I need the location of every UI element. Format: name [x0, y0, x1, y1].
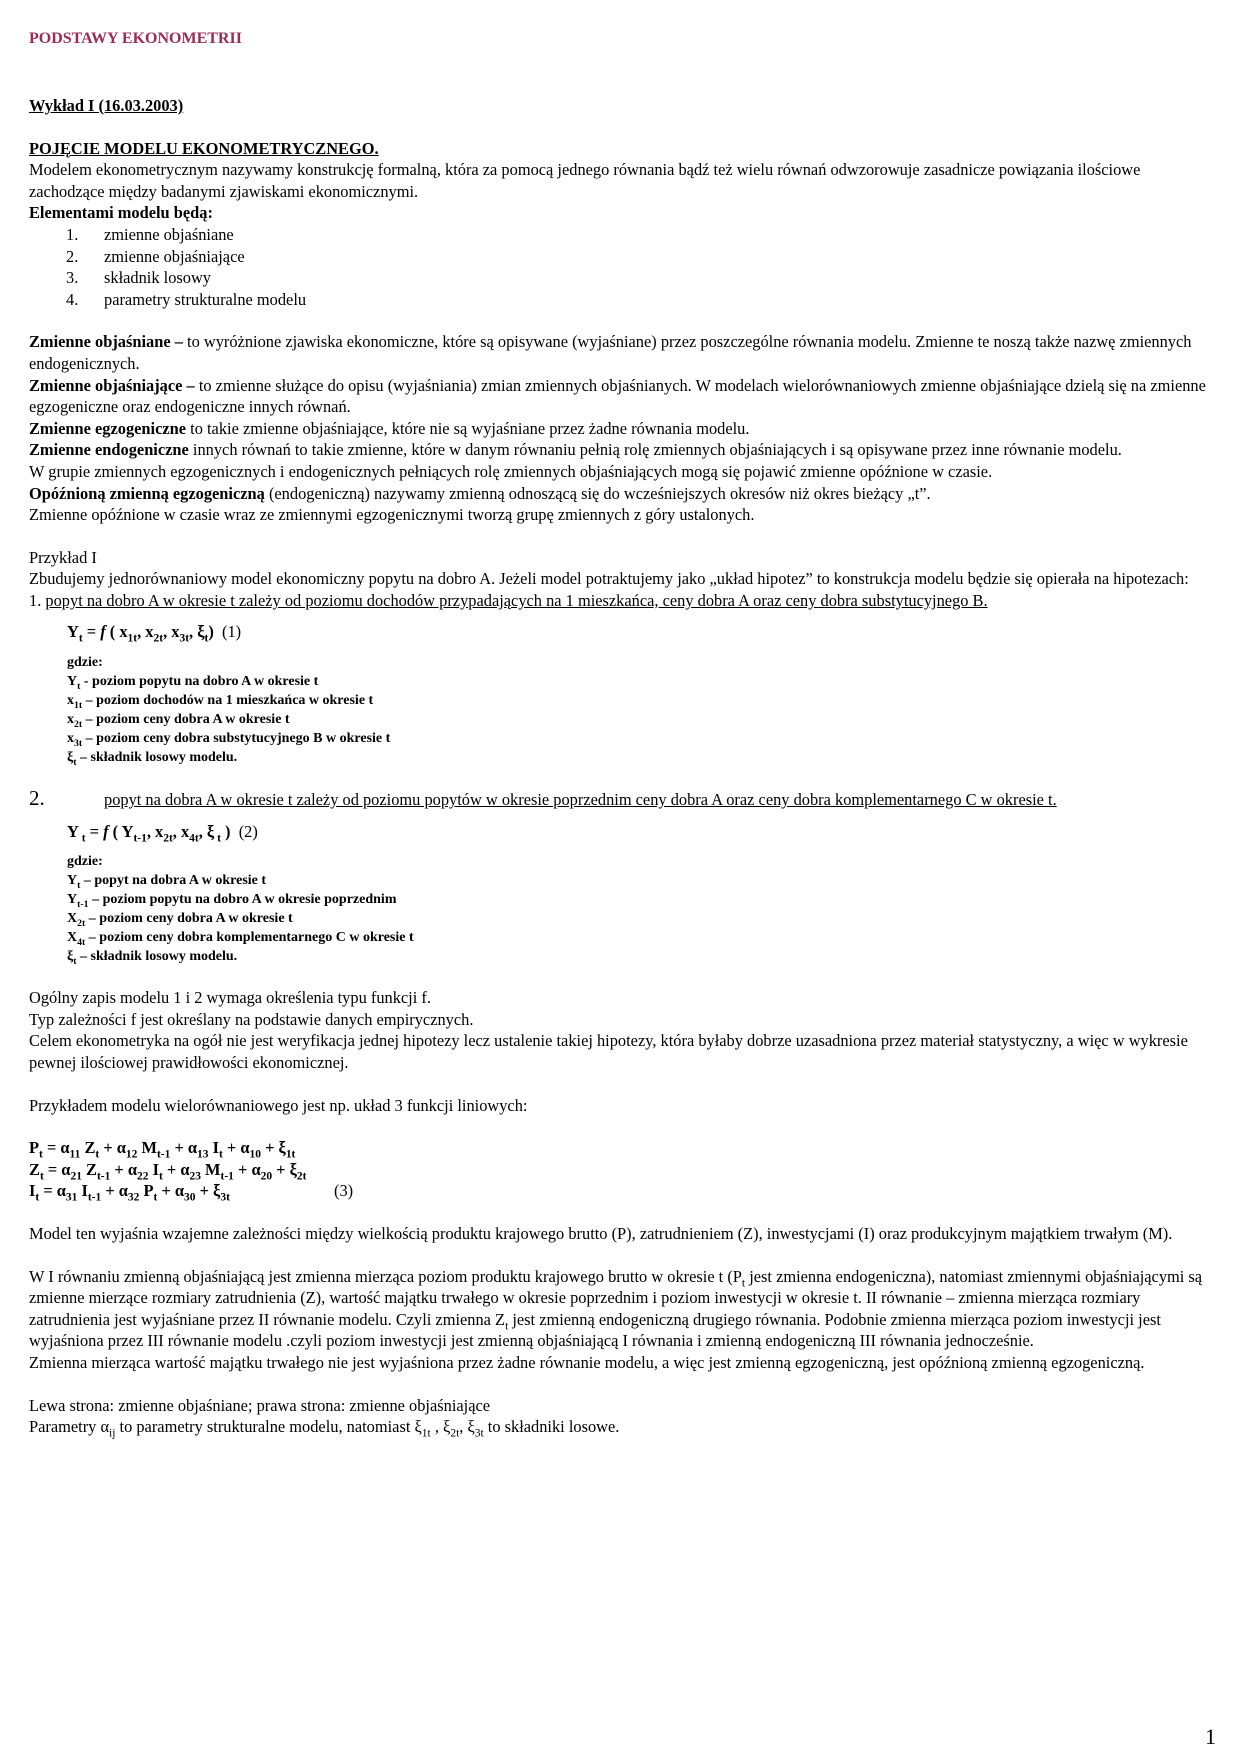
- elements-heading: Elementami modelu będą:: [29, 203, 213, 223]
- intro-paragraph: Modelem ekonometrycznym nazywamy konstrukcję formalną, która za pomocą jednego równania bądź też wielu równań odwzorowuje zasadnicze powiązania ilościowe zachodzące między badanymi zjawiskami ekonomicznymi.: [29, 160, 1141, 201]
- fixed-assets-note: Zmienna mierząca wartość majątku trwałego nie jest wyjaśniona przez żadne równanie modelu, a więc jest zmienną egzogeniczną, jest opóźnioną zmienną egzogeniczną.: [29, 1352, 1145, 1372]
- equation-explanation: W I równaniu zmienną objaśniającą jest zmienna mierząca poziom produktu krajowego brutto w okresie t ($P_t$ jest zmienna endogeniczna), natomiast zmiennymi objaśniającymi są zmienne mierzące rozmiary zatrudnienia (Z), wartość majątku trwałego w okresie poprzednim i poziom inwestycji w okresie t. II równanie – zmienna mierząca rozmiary zatrudnienia jest wyjaśniane przez II równanie modelu. Czyli zmienna $Z_t$ jest zmienną endogeniczną drugiego równania. Podobnie zmienna mierząca poziom inwestycji jest wyjaśniona przez III równanie modelu .czyli poziom inwestycji jest zmienną objaśniającą I równania i zmienną endogeniczną III równania jednocześnie.: [29, 1266, 1203, 1351]
- list-item: 3. składnik losowy: [66, 268, 211, 288]
- page-number: 1: [1205, 1724, 1216, 1749]
- dependency-note: Typ zależności f jest określany na podstawie danych empirycznych.: [29, 1009, 474, 1029]
- model-description: Model ten wyjaśnia wzajemne zależności między wielkością produktu krajowego brutto (P), zatrudnieniem (Z), inwestycjami (I) oraz produkcyjnym majątkiem trwałym (M).: [29, 1224, 1173, 1243]
- example-title: Przykład I: [29, 547, 97, 567]
- formula-2: Y $_t$ = f ( $Y_{t-1}$, $x_{2t}$, $x_{4t}$, ξ $_t$ ) (2): [67, 821, 258, 844]
- list-item: 2. zmienne objaśniające: [66, 246, 245, 266]
- definition-explained: Zmienne objaśniane – to wyróżnione zjawiska ekonomiczne, które są opisywane (wyjaśniane) przez poszczególne równania modelu. Zmienne te noszą także nazwę zmiennych endogenicznych.: [29, 332, 1192, 373]
- definition-lagged: Opóźnioną zmienną egzogeniczną (endogeniczną) nazywamy zmienną odnoszącą się do wcześniejszych okresów niż okres bieżący „t”.: [29, 483, 931, 503]
- goal-note: Celem ekonometryka na ogół nie jest weryfikacja jednej hipotezy lecz ustalenie takiej hipotezy, która byłaby dobrze uzasadniona przez materiał statystyczny, a więc w wykresie pewnej ilościowej prawidłowości ekonomicznej.: [29, 1031, 1188, 1073]
- sides-note: Lewa strona: zmienne objaśniane; prawa strona: zmienne objaśniające: [29, 1395, 491, 1415]
- legend-2: gdzie: $Y_t$ – popyt na dobra A w okresie t $Y_{t-1}$ – poziom popytu na dobro A w okresie poprzednim $X_{2t}$ – poziom ceny dobra A w okresie t $X_{4t}$ – poziom ceny dobra komplementarnego C w okresie t $\xi_t$ – składnik losowy modelu.: [67, 854, 414, 968]
- document-body: [29, 95, 1209, 1438]
- definition-predetermined: Zmienne opóźnione w czasie wraz ze zmiennymi egzogenicznymi tworzą grupę zmiennych z góry ustalonych.: [29, 505, 755, 525]
- general-note: Ogólny zapis modelu 1 i 2 wymaga określenia typu funkcji f.: [29, 988, 431, 1008]
- multi-equation-note: Przykładem modelu wielorównaniowego jest np. układ 3 funkcji liniowych:: [29, 1095, 528, 1115]
- parameters-note: Parametry $\alpha_{ij}$ to parametry strukturalne modelu, natomiast $\xi_{1t}$ , $\xi_{2t}$, $\xi_{3t}$ to składniki losowe.: [29, 1417, 620, 1440]
- definition-endogenous: Zmienne endogeniczne innych równań to takie zmienne, które w danym równaniu pełnią rolę zmiennych objaśniających i są opisywane przez inne równanie modelu.: [29, 440, 1122, 460]
- hypothesis-1: 1. popyt na dobro A w okresie t zależy od poziomu dochodów przypadających na 1 mieszkańca, ceny dobra A oraz ceny dobra substytucyjnego B.: [29, 590, 988, 610]
- definition-lagged-group: W grupie zmiennych egzogenicznych i endogenicznych pełniących rolę zmiennych objaśniających mogą się pojawić zmienne opóźnione w czasie.: [29, 461, 993, 481]
- legend-1: gdzie: $Y_t$ - poziom popytu na dobro A w okresie t $x_{1t}$ – poziom dochodów na 1 mieszkańca w okresie t $x_{2t}$ – poziom ceny dobra A w okresie t $x_{3t}$ – poziom ceny dobra substytucyjnego B w okresie t $\xi_t$ – składnik losowy modelu.: [67, 655, 391, 768]
- elements-list: [29, 224, 1209, 310]
- list-item: 4. parametry strukturalne modelu: [66, 289, 307, 309]
- section-title: POJĘCIE MODELU EKONOMETRYCZNEGO.: [29, 138, 379, 158]
- equation-system: $P_t = \alpha_{11}$ $Z_t + \alpha_{12}$ $M_{t-1} + \alpha_{13}$ $I_t + \alpha_{10} + \xi_{1t}$ $Z_t = \alpha_{21}$ $Z_{t-1} + \alpha_{22}$ $I_t + \alpha_{23}$ $M_{t-1} + \alpha_{20} + \xi_{2t}$ $I_t = \alpha_{31}$ $I_{t-1} + \alpha_{32}$ $P_t + \alpha_{30} + \xi_{3t}$ (3): [29, 1138, 354, 1204]
- lecture-title: Wykład I (16.03.2003): [29, 96, 184, 115]
- list-item: 1. zmienne objaśniane: [66, 224, 234, 244]
- document-header: PODSTAWY EKONOMETRII: [29, 30, 242, 47]
- formula-1: $Y_t = f$ ( $x_{1t}$, $x_{2t}$, $x_{3t}$, $\xi_t$) (1): [67, 622, 242, 645]
- hypothesis-2: 2. popyt na dobra A w okresie t zależy od poziomu popytów w okresie poprzednim ceny dobra A oraz ceny dobra komplementarnego C w okresie t.: [29, 786, 1057, 811]
- example-intro: Zbudujemy jednorównaniowy model ekonomiczny popytu na dobro A. Jeżeli model potraktujemy jako „układ hipotez” to konstrukcja modelu będzie się opierała na hipotezach:: [29, 569, 1189, 589]
- definition-exogenous: Zmienne egzogeniczne to takie zmienne objaśniające, które nie są wyjaśniane przez żadne równania modelu.: [29, 418, 750, 438]
- definition-explanatory: Zmienne objaśniające – to zmienne służące do opisu (wyjaśniania) zmian zmiennych objaśnianych. W modelach wielorównaniowych zmienne objaśniające dzielą się na zmienne egzogeniczne oraz endogeniczne innych równań.: [29, 375, 1206, 417]
